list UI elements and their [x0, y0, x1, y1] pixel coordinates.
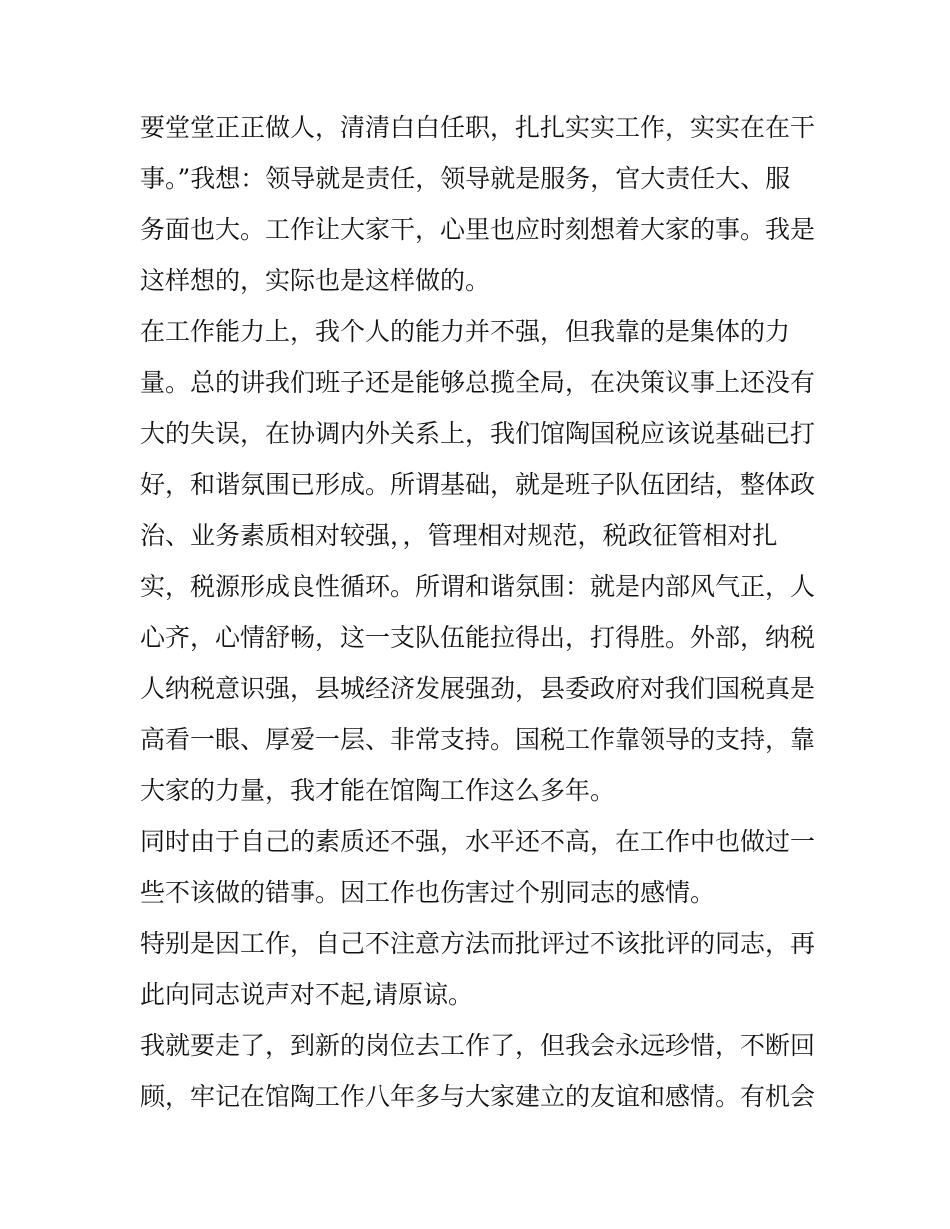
text-line: 同时由于自己的素质还不强，水平还不高，在工作中也做过一: [140, 827, 816, 856]
text-line: 大的失误，在协调内外关系上，我们馆陶国税应该说基础已打: [140, 419, 816, 448]
text-line: 实，税源形成良性循环。所谓和谐氛围：就是内部风气正，人: [140, 572, 816, 601]
text-line: 量。总的讲我们班子还是能够总揽全局，在决策议事上还没有: [140, 368, 816, 397]
text-line: 此向同志说声对不起,请原谅。: [140, 980, 473, 1009]
text-line: 务面也大。工作让大家干，心里也应时刻想着大家的事。我是: [140, 215, 816, 244]
text-line: 在工作能力上，我个人的能力并不强，但我靠的是集体的力: [140, 317, 791, 346]
text-line: 大家的力量，我才能在馆陶工作这么多年。: [140, 776, 616, 805]
text-line: 要堂堂正正做人，清清白白任职，扎扎实实工作，实实在在干: [140, 113, 816, 142]
text-line: 高看一眼、厚爱一层、非常支持。国税工作靠领导的支持，靠: [140, 725, 816, 754]
text-line: 顾，牢记在馆陶工作八年多与大家建立的友谊和感情。有机会: [140, 1082, 816, 1111]
text-line: 这样想的，实际也是这样做的。: [140, 266, 491, 295]
text-line: 好，和谐氛围已形成。所谓基础，就是班子队伍团结，整体政: [140, 470, 816, 499]
text-line: 人纳税意识强，县城经济发展强劲，县委政府对我们国税真是: [140, 674, 816, 703]
text-line: 事。”我想：领导就是责任，领导就是服务，官大责任大、服: [140, 164, 791, 193]
text-line: 我就要走了，到新的岗位去工作了，但我会永远珍惜，不断回: [140, 1031, 816, 1060]
text-line: 特别是因工作，自己不注意方法而批评过不该批评的同志，再: [140, 929, 816, 958]
text-line: 治、业务素质相对较强，，管理相对规范，税政征管相对扎: [140, 521, 778, 550]
text-line: 些不该做的错事。因工作也伤害过个别同志的感情。: [140, 878, 716, 907]
body-text: [140, 102, 820, 1122]
text-line: 心齐，心情舒畅，这一支队伍能拉得出，打得胜。外部，纳税: [140, 623, 816, 652]
